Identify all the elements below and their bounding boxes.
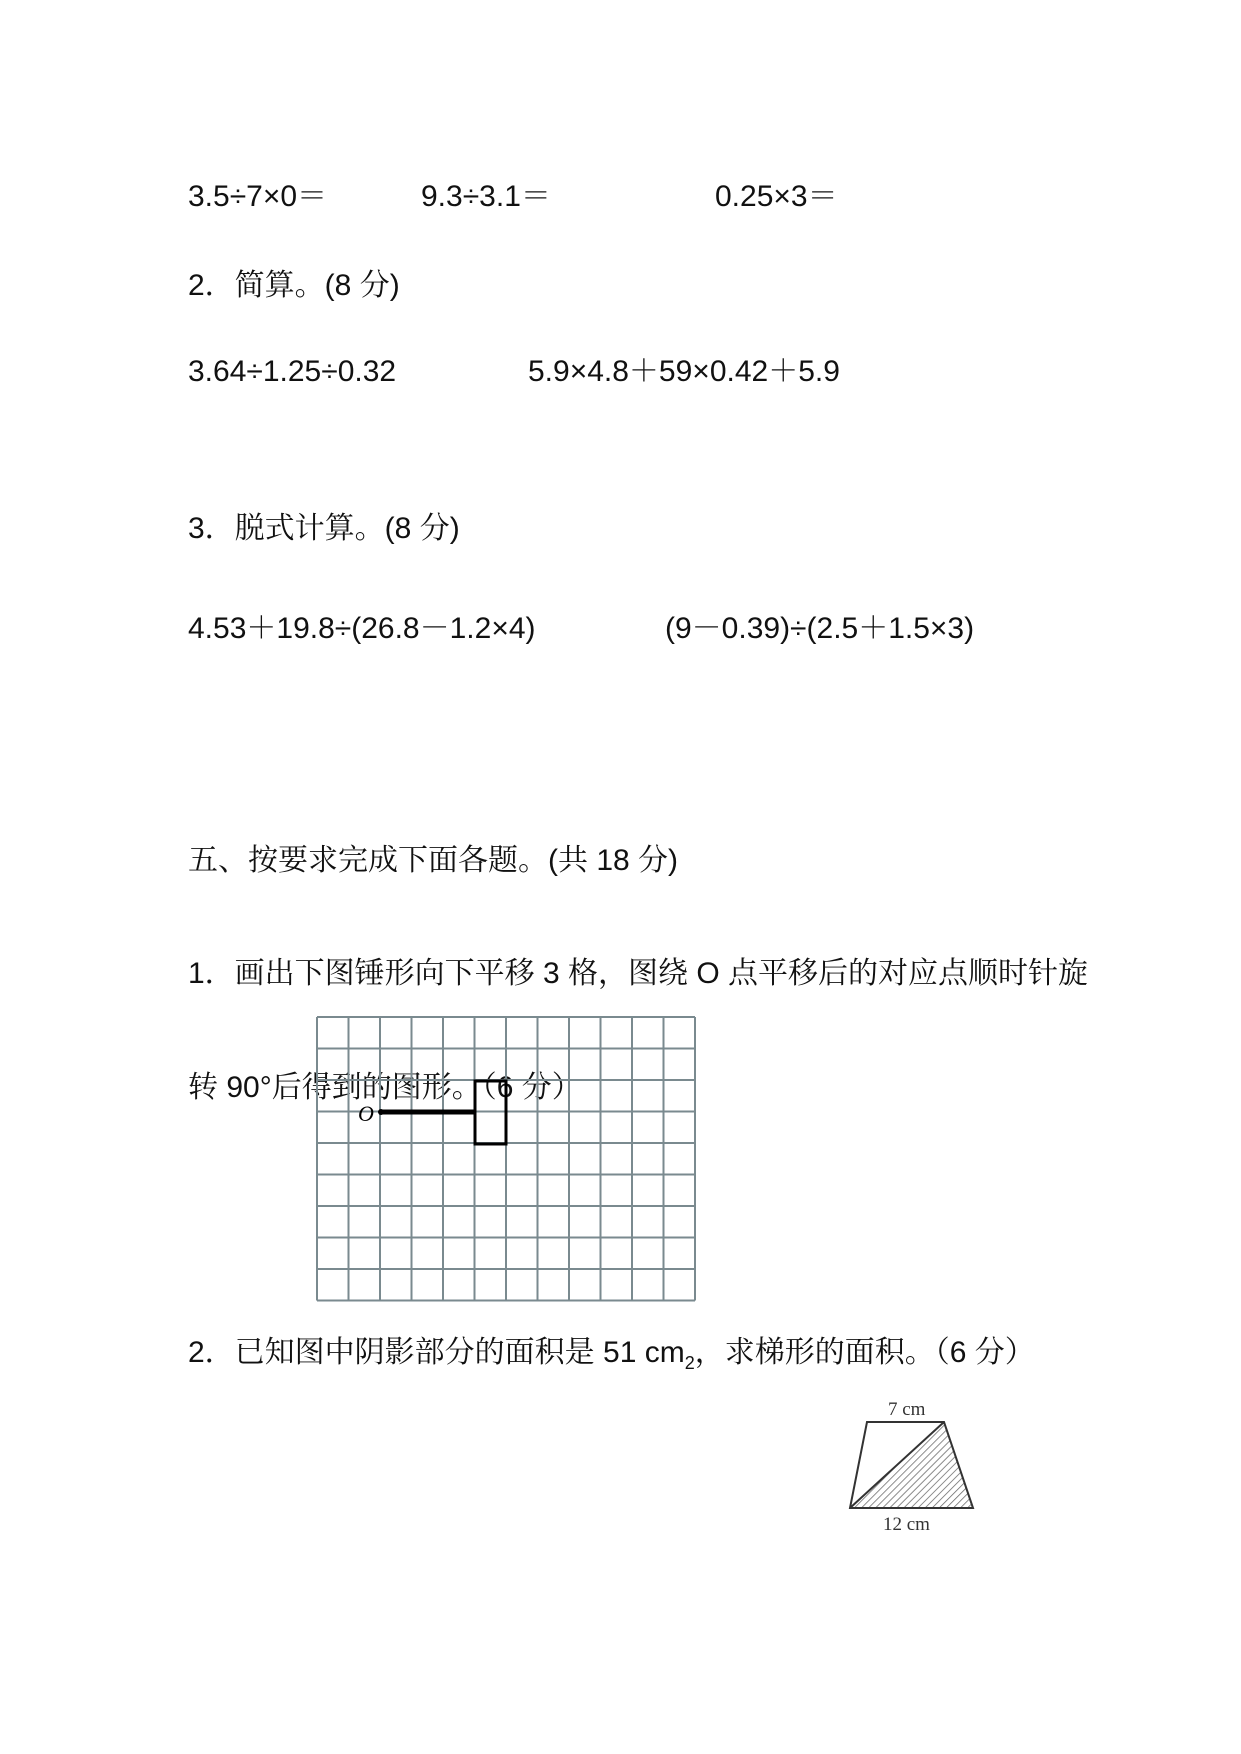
p2-text-a: 2．已知图中阴影部分的面积是 51 cm xyxy=(188,1336,685,1369)
q2-item: 3.64÷1.25÷0.32 xyxy=(188,355,397,388)
q2-item: 5.9×4.8＋59×0.42＋5.9 xyxy=(528,355,840,388)
q2-title: 2．简算。(8 分) xyxy=(188,269,400,302)
q3-title: 3．脱式计算。(8 分) xyxy=(188,512,460,545)
point-o-label: O xyxy=(358,1101,374,1126)
q3-item: 4.53＋19.8÷(26.8－1.2×4) xyxy=(188,612,536,645)
p1-text-line2: 转 90°后得到的图形。（6 分） xyxy=(188,1071,582,1104)
oral-item: 0.25×3＝ xyxy=(715,180,838,213)
bottom-base-label: 12 cm xyxy=(883,1514,930,1535)
q3-item: (9－0.39)÷(2.5＋1.5×3) xyxy=(665,612,975,645)
oral-item: 3.5÷7×0＝ xyxy=(188,180,328,213)
p2-text xyxy=(188,1335,1035,1381)
p2-text-b: ，求梯形的面积。（6 分） xyxy=(694,1336,1035,1369)
point-o xyxy=(378,1109,384,1115)
shaded-triangle xyxy=(850,1422,973,1508)
p1-text-line1: 1．画出下图锤形向下平移 3 格，图绕 O 点平移后的对应点顺时针旋 xyxy=(188,957,1089,990)
section5-title: 五、按要求完成下面各题。(共 18 分) xyxy=(188,844,679,877)
oral-item: 9.3÷3.1＝ xyxy=(421,180,551,213)
top-base-label: 7 cm xyxy=(888,1399,926,1420)
p2-subscript: 2 xyxy=(684,1353,695,1373)
